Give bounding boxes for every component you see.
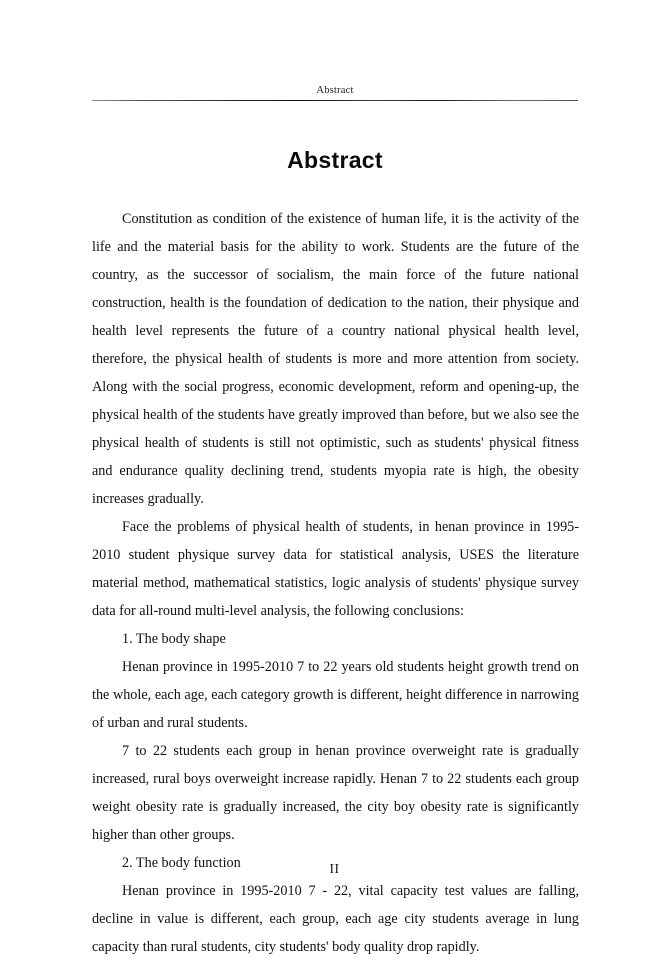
page-title: Abstract <box>287 147 383 173</box>
paragraph: 7 to 22 students each group in henan province overweight rate is gradually increased, rural boys overweight increase rapidly. Henan 7 to 22 students each group weight obesity rate is gradually increased, the city boy obesity rate is significantly higher than other groups. <box>92 743 579 843</box>
running-header-text: Abstract <box>316 85 354 96</box>
page-number: II <box>329 861 340 876</box>
header-rule <box>92 100 578 101</box>
paragraph: Face the problems of physical health of students, in henan province in 1995-2010 student physique survey data for statistical analysis, USES the literature material method, mathematical statistics, logic analysis of students' physique survey data for all-round multi-level analysis, the following conclusions: <box>92 519 579 619</box>
paragraph: Henan province in 1995-2010 7 to 22 years old students height growth trend on the whole, each age, each category growth is different, height difference in narrowing of urban and rural students. <box>92 659 579 731</box>
section-heading: 2. The body function <box>122 855 241 871</box>
paragraph: Constitution as condition of the existence of human life, it is the activity of the life and the material basis for the ability to work. Students are the future of the country, as the successor of socialism, the main force of the future national construction, health is the foundation of dedication to the nation, their physique and health level represents the future of a country national physical health level, therefore, the physical health of students is more and more attention from society. Along with the social progress, economic development, reform and opening-up, the physical health of the students have greatly improved than before, but we also see the physical health of students is still not optimistic, such as students' physical fitness and endurance quality declining trend, students myopia rate is high, the obesity increases gradually. <box>92 211 579 507</box>
section-heading: 1. The body shape <box>122 631 226 647</box>
running-header <box>92 84 578 101</box>
body-text <box>92 205 579 961</box>
paragraph: Henan province in 1995-2010 7 - 22, vital capacity test values are falling, decline in value is different, each group, each age city students average in lung capacity than rural students, city students' body quality drop rapidly. <box>92 883 579 955</box>
